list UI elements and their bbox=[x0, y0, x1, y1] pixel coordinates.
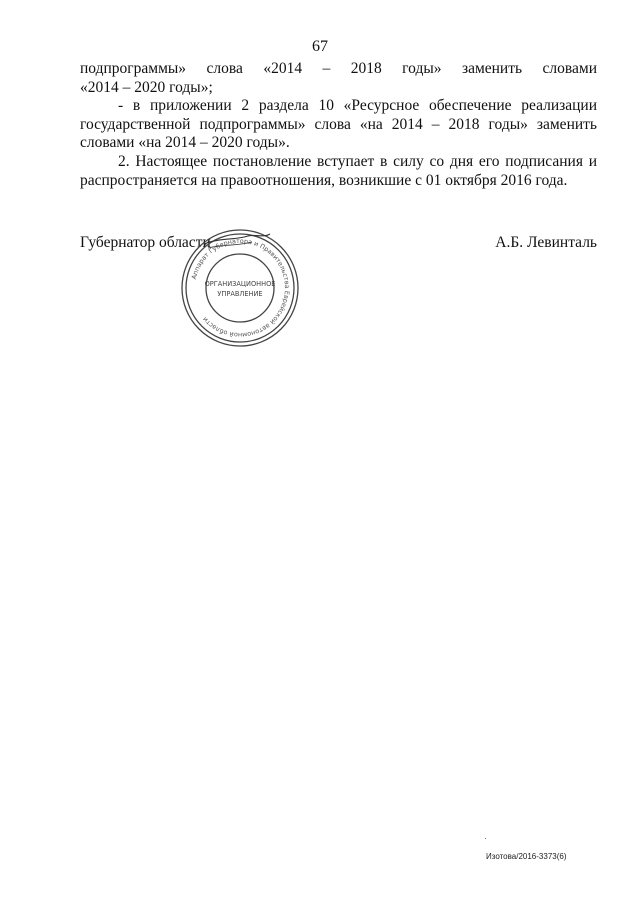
paragraph-1 bbox=[80, 60, 597, 97]
official-stamp bbox=[178, 226, 302, 350]
stamp-center-line-2: УПРАВЛЕНИЕ bbox=[217, 290, 263, 298]
stamp-center-line-1: ОРГАНИЗАЦИОННОЕ bbox=[204, 280, 276, 288]
signatory-name: А.Б. Левинталь bbox=[495, 234, 597, 251]
signature-row bbox=[80, 234, 597, 252]
paragraph-1-line-1: подпрограммы» слова «2014 – 2018 годы» заменить словами bbox=[80, 60, 597, 77]
body-text bbox=[80, 60, 597, 190]
stamp-ring-text: Аппарат Губернатора и Правительства Еврейской автономной области bbox=[189, 236, 292, 340]
footer-code: Изотова/2016-3373(6) bbox=[486, 852, 567, 861]
paragraph-3-line-1: 2. Настоящее постановление вступает в силу со дня его подписания и bbox=[118, 152, 597, 170]
paragraph-1-line-2: «2014 – 2020 годы»; bbox=[80, 78, 213, 96]
paragraph-2 bbox=[80, 97, 597, 153]
paragraph-2-line-2: государственной подпрограммы» слова «на 2014 – 2018 годы» заменить bbox=[80, 115, 597, 133]
signatory-position: Губернатор области bbox=[80, 234, 211, 251]
paragraph-3 bbox=[80, 153, 597, 190]
scan-speck bbox=[485, 838, 486, 839]
paragraph-2-line-3: словами «на 2014 – 2020 годы». bbox=[80, 134, 290, 152]
paragraph-3-line-2: распространяется на правоотношения, возникшие с 01 октября 2016 года. bbox=[80, 171, 568, 189]
paragraph-2-line-1: - в приложении 2 раздела 10 «Ресурсное обеспечение реализации bbox=[118, 97, 597, 115]
page-number: 67 bbox=[312, 38, 328, 55]
